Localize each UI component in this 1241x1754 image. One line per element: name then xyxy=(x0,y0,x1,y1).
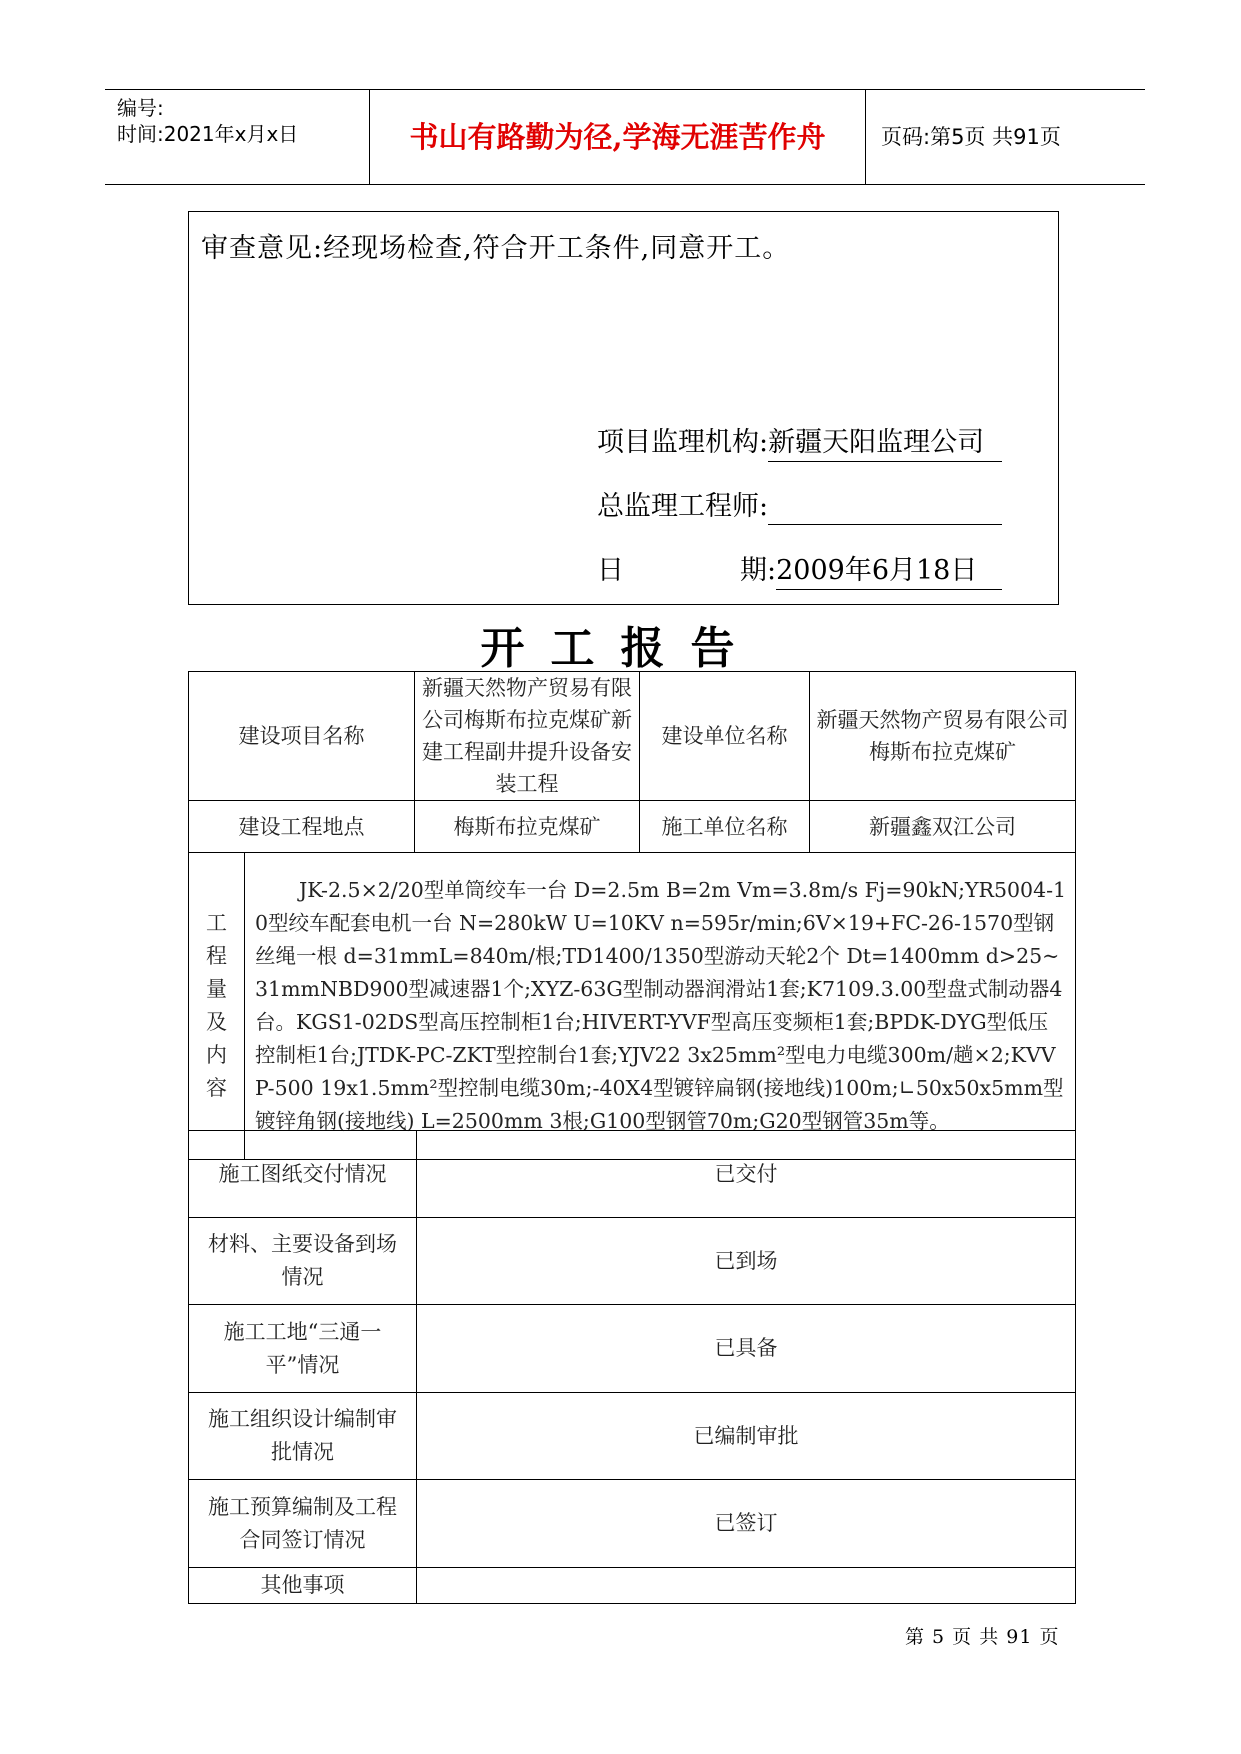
status-label: 施工工地“三通一平”情况 xyxy=(189,1305,417,1393)
page-footer: 第 5 页 共 91 页 xyxy=(905,1626,1060,1648)
header-page-info: 页码:第5页 共91页 xyxy=(881,125,1061,149)
table-row xyxy=(189,1305,1076,1393)
review-date-value: 2009年6月18日 xyxy=(776,548,1002,590)
status-value: 已交付 xyxy=(417,1131,1076,1218)
construction-status-table xyxy=(188,1130,1076,1604)
table-row xyxy=(189,1480,1076,1568)
table-row xyxy=(189,1218,1076,1305)
supervision-agency-row xyxy=(597,420,1002,462)
chief-engineer-signature-line xyxy=(768,491,1002,525)
document-time-label: 时间:2021年x月x日 xyxy=(117,122,299,146)
status-value xyxy=(417,1568,1076,1604)
review-date-label-right: 期: xyxy=(740,555,777,586)
contractor-value: 新疆鑫双江公司 xyxy=(810,801,1076,853)
site-value: 梅斯布拉克煤矿 xyxy=(415,801,640,853)
status-value: 已具备 xyxy=(417,1305,1076,1393)
report-info-table xyxy=(188,671,1076,1160)
header-meta xyxy=(105,90,370,184)
status-label: 施工组织设计编制审批情况 xyxy=(189,1393,417,1480)
owner-label: 建设单位名称 xyxy=(640,672,810,801)
page-header xyxy=(105,89,1145,185)
table-row xyxy=(189,1568,1076,1604)
status-label: 材料、主要设备到场情况 xyxy=(189,1218,417,1305)
status-value: 已签订 xyxy=(417,1480,1076,1568)
table-row xyxy=(189,853,1076,1160)
project-name-value: 新疆天然物产贸易有限公司梅斯布拉克煤矿新建工程副井提升设备安装工程 xyxy=(415,672,640,801)
site-label: 建设工程地点 xyxy=(189,801,415,853)
table-row xyxy=(189,1131,1076,1218)
status-value: 已编制审批 xyxy=(417,1393,1076,1480)
status-label: 其他事项 xyxy=(189,1568,417,1604)
document-number-label: 编号: xyxy=(117,96,164,120)
header-motto: 书山有路勤为径,学海无涯苦作舟 xyxy=(370,90,866,184)
table-row xyxy=(189,672,1076,801)
project-name-label: 建设项目名称 xyxy=(189,672,415,801)
review-opinion-box xyxy=(188,211,1059,605)
chief-engineer-label: 总监理工程师: xyxy=(597,491,769,522)
supervision-agency-value: 新疆天阳监理公司 xyxy=(768,420,1002,462)
contractor-label: 施工单位名称 xyxy=(640,801,810,853)
review-opinion-text: 审查意见:经现场检查,符合开工条件,同意开工。 xyxy=(201,233,791,264)
owner-value: 新疆天然物产贸易有限公司梅斯布拉克煤矿 xyxy=(810,672,1076,801)
scope-label-cell xyxy=(189,853,245,1160)
table-row xyxy=(189,1393,1076,1480)
review-date-label-left: 日 xyxy=(597,555,624,586)
scope-content-cell xyxy=(245,853,1076,1160)
status-label: 施工预算编制及工程合同签订情况 xyxy=(189,1480,417,1568)
table-row xyxy=(189,801,1076,853)
scope-content: JK-2.5×2/20型单筒绞车一台 D=2.5m B=2m Vm=3.8m/s Fj=90kN;YR5004-10型绞车配套电机一台 N=280kW U=10KV n=595r/min;6V×19+FC-26-1570型钢丝绳一根 d=31mmL=840m/根;TD1400/1350型游动天轮2个 Dt=1400mm d>25~31mmNBD900型减速器1个;XYZ-63G型制动器润滑站1套;K7109.3.00型盘式制动器4台。KGS1-02DS型高压控制柜1台;HIVERT-YVF型高压变频柜1套;BPDK-DYG型低压控制柜1台;JTDK-PC-ZKT型控制台1套;YJV22 3x25mm²型电力电缆300m/趟×2;KVVP-500 19x1.5mm²型控制电缆30m;-40X4型镀锌扁钢(接地线)100m;∟50x50x5mm型镀锌角钢(接地线) L=2500mm 3根;G100型钢管70m;G20型钢管35m等。 xyxy=(255,878,1067,1133)
chief-engineer-row xyxy=(597,484,1002,525)
status-label: 施工图纸交付情况 xyxy=(189,1131,417,1218)
report-title: 开工报告 xyxy=(480,623,761,674)
status-value: 已到场 xyxy=(417,1218,1076,1305)
supervision-agency-label: 项目监理机构: xyxy=(597,427,769,458)
scope-label: 工程量及内容 xyxy=(206,911,227,1100)
review-date-row xyxy=(597,548,1002,590)
